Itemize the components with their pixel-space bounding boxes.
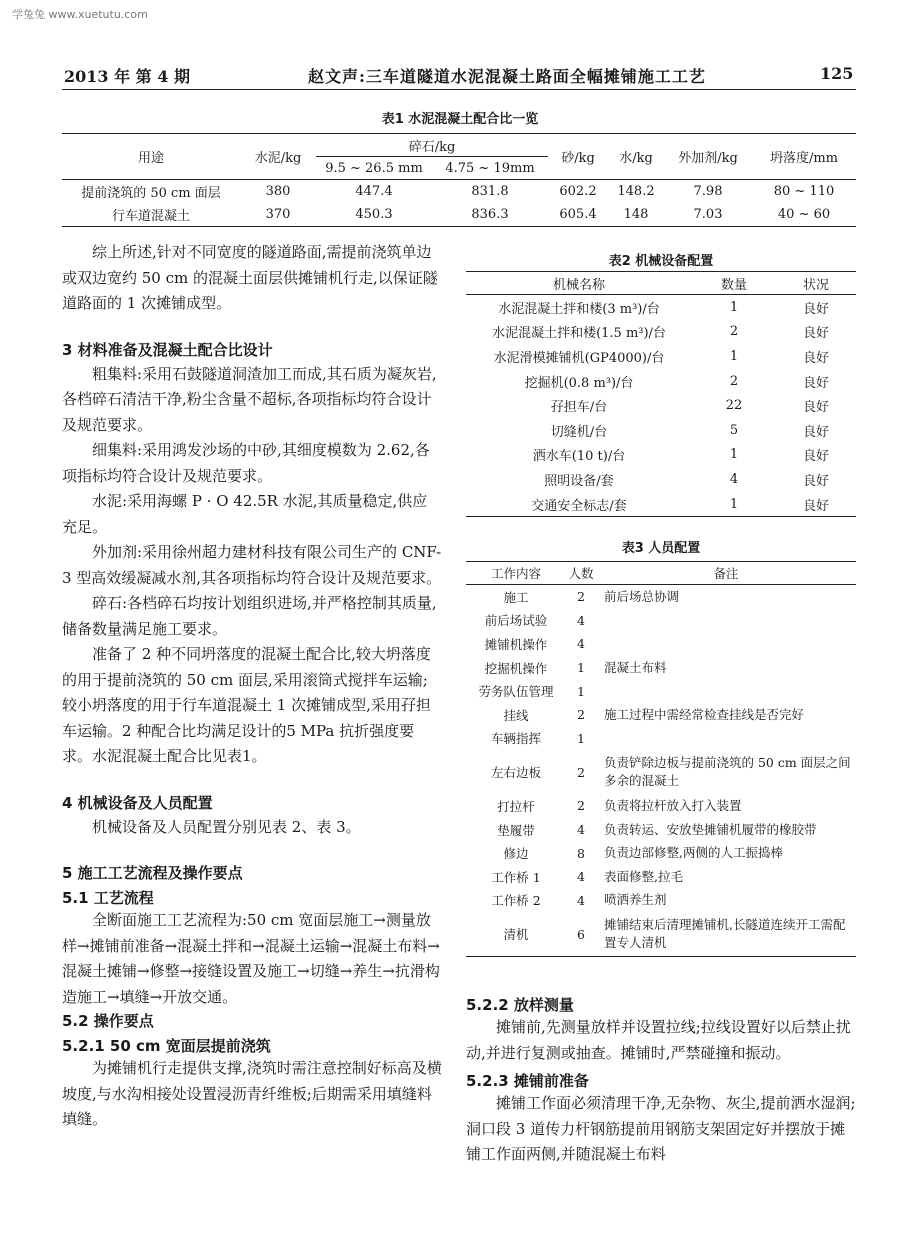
t3-cell: 工作桥 1 <box>491 869 541 885</box>
paragraph: 粗集料:采用石鼓隧道洞渣加工而成,其石质为凝灰岩,各档碎石清洁干净,粉尘含量不超标,各项指标均符合设计及规范要求。 <box>62 364 437 434</box>
t2-cell: 水泥混凝土拌和楼(3 m³)/台 <box>498 301 660 317</box>
t3-cell: 负责边部修整,两侧的人工振捣棒 <box>604 845 783 861</box>
right-column <box>466 994 856 1168</box>
t3-cell: 垫履带 <box>497 822 535 838</box>
t2-cell: 良好 <box>802 449 829 465</box>
t3-cell: 左右边板 <box>490 765 541 781</box>
table-row <box>466 703 856 727</box>
watermark: 学兔兔 www.xuetutu.com <box>12 8 148 21</box>
t3-cell: 2 <box>577 589 585 605</box>
t3-cell: 6 <box>566 912 596 957</box>
table-row <box>466 727 856 751</box>
table3 <box>466 561 856 957</box>
t2-cell: 孖担车/台 <box>550 400 608 416</box>
table-row <box>466 912 856 957</box>
t3-cell: 8 <box>577 845 585 861</box>
table-row <box>466 656 856 680</box>
t1-cell: 380 <box>265 184 291 199</box>
t2-cell: 良好 <box>776 492 856 517</box>
t2-cell: 2 <box>729 373 739 389</box>
subsection-heading: 5.2.1 50 cm 宽面层提前浇筑 <box>62 1037 271 1055</box>
t3-cell: 喷洒养生剂 <box>604 892 667 908</box>
t3-head-note: 备注 <box>596 562 856 585</box>
t1-head-slump: 坍落度/mm <box>752 134 856 180</box>
t3-cell: 摊铺结束后清理摊铺机,长隧道连续开工需配置专人清机 <box>596 912 856 957</box>
t3-cell: 打拉杆 <box>497 798 535 814</box>
t3-head-work: 工作内容 <box>466 562 566 585</box>
paragraph: 水泥:采用海螺 P · O 42.5R 水泥,其质量稳定,供应充足。 <box>62 492 428 536</box>
table-row <box>466 889 856 913</box>
table-row <box>466 295 856 320</box>
t2-head-qty: 数量 <box>692 272 776 295</box>
t3-cell: 车辆指挥 <box>490 731 541 747</box>
t3-cell: 1 <box>577 730 585 746</box>
t3-cell: 劳务队伍管理 <box>478 684 554 700</box>
t2-cell: 良好 <box>802 375 829 391</box>
t2-cell: 良好 <box>802 326 829 342</box>
t1-cell: 80 ~ 110 <box>773 184 835 199</box>
t2-cell: 1 <box>729 348 739 364</box>
t2-cell: 2 <box>729 324 739 340</box>
t1-cell: 370 <box>240 203 316 227</box>
t2-cell: 照明设备/套 <box>544 473 614 489</box>
t2-cell: 交通安全标志/套 <box>466 492 692 517</box>
section-heading: 4 机械设备及人员配置 <box>62 793 213 812</box>
t2-cell: 切缝机/台 <box>550 424 608 440</box>
t1-head-sand: 砂/kg <box>548 134 608 180</box>
table-row <box>466 393 856 418</box>
t1-head-cement: 水泥/kg <box>240 134 316 180</box>
running-title: 赵文声:三车道隧道水泥混凝土路面全幅摊铺施工工艺 <box>308 67 706 86</box>
t3-cell: 4 <box>577 822 585 838</box>
subsection-heading: 5.2.3 摊铺前准备 <box>466 1072 589 1090</box>
t3-cell: 前后场试验 <box>484 613 548 629</box>
t3-cell: 混凝土布料 <box>604 659 667 675</box>
t2-cell: 1 <box>692 492 776 517</box>
left-column <box>62 240 442 1133</box>
t1-head-gravel-b: 4.75 ~ 19mm <box>432 157 548 180</box>
t1-head-gravel-a: 9.5 ~ 26.5 mm <box>316 157 432 180</box>
table-row <box>466 467 856 492</box>
subsection-heading: 5.2 操作要点 <box>62 1012 154 1030</box>
t3-cell <box>596 632 856 656</box>
t3-cell: 1 <box>577 683 585 699</box>
t2-cell: 良好 <box>802 301 829 317</box>
paragraph: 摊铺工作面必须清理干净,无杂物、灰尘,提前洒水湿润;洞口段 3 道传力杆钢筋提前用钢筋支架固定好并摆放于摊铺工作面两侧,并随混凝土布料 <box>466 1094 856 1163</box>
t3-cell: 4 <box>577 612 585 628</box>
t2-cell: 1 <box>729 299 739 315</box>
t3-cell <box>596 727 856 751</box>
t1-cell: 602.2 <box>559 184 597 199</box>
t3-cell: 施工过程中需经常检查挂线是否完好 <box>604 706 805 722</box>
t3-cell: 施工 <box>503 589 529 605</box>
t1-cell: 836.3 <box>432 203 548 227</box>
t3-cell: 4 <box>577 869 585 885</box>
table-row <box>466 841 856 865</box>
t2-cell: 水泥混凝土拌和楼(1.5 m³)/台 <box>492 326 666 342</box>
paragraph: 细集料:采用鸿发沙场的中砂,其细度模数为 2.62,各项指标均符合设计及规范要求。 <box>62 441 430 485</box>
t3-cell: 挂线 <box>503 707 529 723</box>
paragraph: 为摊铺机行走提供支撑,浇筑时需注意控制好标高及横坡度,与水沟相接处设置浸沥青纤维板;后期需采用填缝料填缝。 <box>62 1059 442 1128</box>
t3-cell: 挖掘机操作 <box>484 660 548 676</box>
t3-cell <box>596 609 856 633</box>
t3-cell: 修边 <box>503 846 529 862</box>
section-heading: 5 施工工艺流程及操作要点 <box>62 864 243 882</box>
t3-cell: 2 <box>577 798 585 814</box>
t2-cell: 4 <box>729 471 739 487</box>
t2-cell: 洒水车(10 t)/台 <box>532 449 626 465</box>
t2-head-name: 机械名称 <box>466 272 692 295</box>
t2-head-status: 状况 <box>776 272 856 295</box>
t3-cell: 清机 <box>466 912 566 957</box>
t3-cell: 2 <box>577 707 585 723</box>
table-row <box>466 609 856 633</box>
t3-cell: 工作桥 2 <box>491 893 541 909</box>
page-number: 125 <box>820 64 854 83</box>
t3-cell: 负责转运、安放垫摊铺机履带的橡胶带 <box>604 821 817 837</box>
journal-issue: 2013 年 第 4 期 <box>64 67 190 86</box>
table-row <box>466 443 856 468</box>
t3-cell: 负责将拉杆放入打入装置 <box>604 797 742 813</box>
table-row <box>62 203 856 227</box>
t2-cell: 良好 <box>802 400 829 416</box>
t3-cell: 表面修整,拉毛 <box>604 868 683 884</box>
table-row <box>466 632 856 656</box>
t2-cell: 水泥滑模摊铺机(GP4000)/台 <box>493 350 665 366</box>
table-row <box>466 679 856 703</box>
paragraph: 准备了 2 种不同坍落度的混凝土配合比,较大坍落度的用于提前浇筑的 50 cm 面层,采用滚筒式搅拌车运输;较小坍落度的用于行车道混凝土 1 次摊铺成型,采用孖担车运输。2 种配合比均满足设计的5 MPa 抗折强度要求。水泥混凝土配合比见表1。 <box>62 645 431 765</box>
t1-cell: 提前浇筑的 50 cm 面层 <box>81 186 221 201</box>
table-row <box>466 865 856 889</box>
t1-cell: 148 <box>608 203 664 227</box>
t3-cell: 负责铲除边板与提前浇筑的 50 cm 面层之间多余的混凝土 <box>604 755 851 789</box>
table-row <box>466 369 856 394</box>
t2-cell: 良好 <box>802 424 829 440</box>
t3-cell: 4 <box>577 892 585 908</box>
t3-head-count: 人数 <box>566 562 596 585</box>
t1-cell: 831.8 <box>471 184 509 199</box>
t1-cell: 行车道混凝土 <box>62 203 240 227</box>
t3-cell <box>596 679 856 703</box>
t3-cell: 前后场总协调 <box>604 588 680 604</box>
t1-cell: 148.2 <box>617 184 655 199</box>
t1-cell: 450.3 <box>316 203 432 227</box>
table1-caption: 表1 水泥混凝土配合比一览 <box>381 112 539 127</box>
table-row <box>466 344 856 369</box>
t3-cell: 摊铺机操作 <box>484 636 548 652</box>
table-row <box>466 585 856 609</box>
t2-cell: 良好 <box>802 350 829 366</box>
t1-head-use: 用途 <box>62 134 240 180</box>
paragraph: 碎石:各档碎石均按计划组织进场,并严格控制其质量,储备数量满足施工要求。 <box>62 594 437 638</box>
t3-cell: 2 <box>577 764 585 780</box>
t1-cell: 7.03 <box>664 203 752 227</box>
t2-cell: 5 <box>729 422 739 438</box>
table-row <box>466 492 856 517</box>
table3-caption: 表3 人员配置 <box>621 541 701 556</box>
table-row <box>466 750 856 794</box>
table1 <box>62 133 856 227</box>
t3-cell: 1 <box>577 660 585 676</box>
table-row <box>466 794 856 818</box>
t1-head-admix: 外加剂/kg <box>664 134 752 180</box>
header-rule <box>62 89 856 90</box>
paragraph: 全断面施工工艺流程为:50 cm 宽面层施工→测量放样→摊铺前准备→混凝土拌和→混凝土运输→混凝土布料→混凝土摊铺→修整→接缝设置及施工→切缝→养生→抗滑构造施工→填缝→开放交通。 <box>62 911 440 1006</box>
paragraph: 机械设备及人员配置分别见表 2、表 3。 <box>92 817 361 836</box>
t1-cell: 40 ~ 60 <box>752 203 856 227</box>
paragraph: 综上所述,针对不同宽度的隧道路面,需提前浇筑单边或双边宽约 50 cm 的混凝土面层供摊铺机行走,以保证隧道路面的 1 次摊铺成型。 <box>62 243 438 312</box>
table-row <box>62 180 856 204</box>
t2-cell: 22 <box>725 398 743 414</box>
subsection-heading: 5.1 工艺流程 <box>62 889 154 907</box>
t1-cell: 447.4 <box>355 184 393 199</box>
paragraph: 摊铺前,先测量放样并设置拉线;拉线设置好以后禁止扰动,并进行复测或抽查。摊铺时,严禁碰撞和振动。 <box>466 1018 851 1062</box>
t1-cell: 605.4 <box>548 203 608 227</box>
t2-cell: 挖掘机(0.8 m³)/台 <box>524 375 634 391</box>
t1-head-water: 水/kg <box>608 134 664 180</box>
subsection-heading: 5.2.2 放样测量 <box>466 996 574 1014</box>
t2-cell: 1 <box>729 447 739 463</box>
t3-cell: 4 <box>577 636 585 652</box>
table-row <box>466 818 856 842</box>
table-row <box>466 320 856 345</box>
section-heading: 3 材料准备及混凝土配合比设计 <box>62 340 273 359</box>
t2-cell: 良好 <box>802 473 829 489</box>
t1-head-gravel: 碎石/kg <box>316 134 548 157</box>
table2-caption: 表2 机械设备配置 <box>608 254 714 269</box>
paragraph: 外加剂:采用徐州超力建材科技有限公司生产的 CNF-3 型高效缓凝减水剂,其各项指标均符合设计及规范要求。 <box>62 543 442 587</box>
table-row <box>466 418 856 443</box>
table2 <box>466 271 856 517</box>
t1-cell: 7.98 <box>693 184 723 199</box>
